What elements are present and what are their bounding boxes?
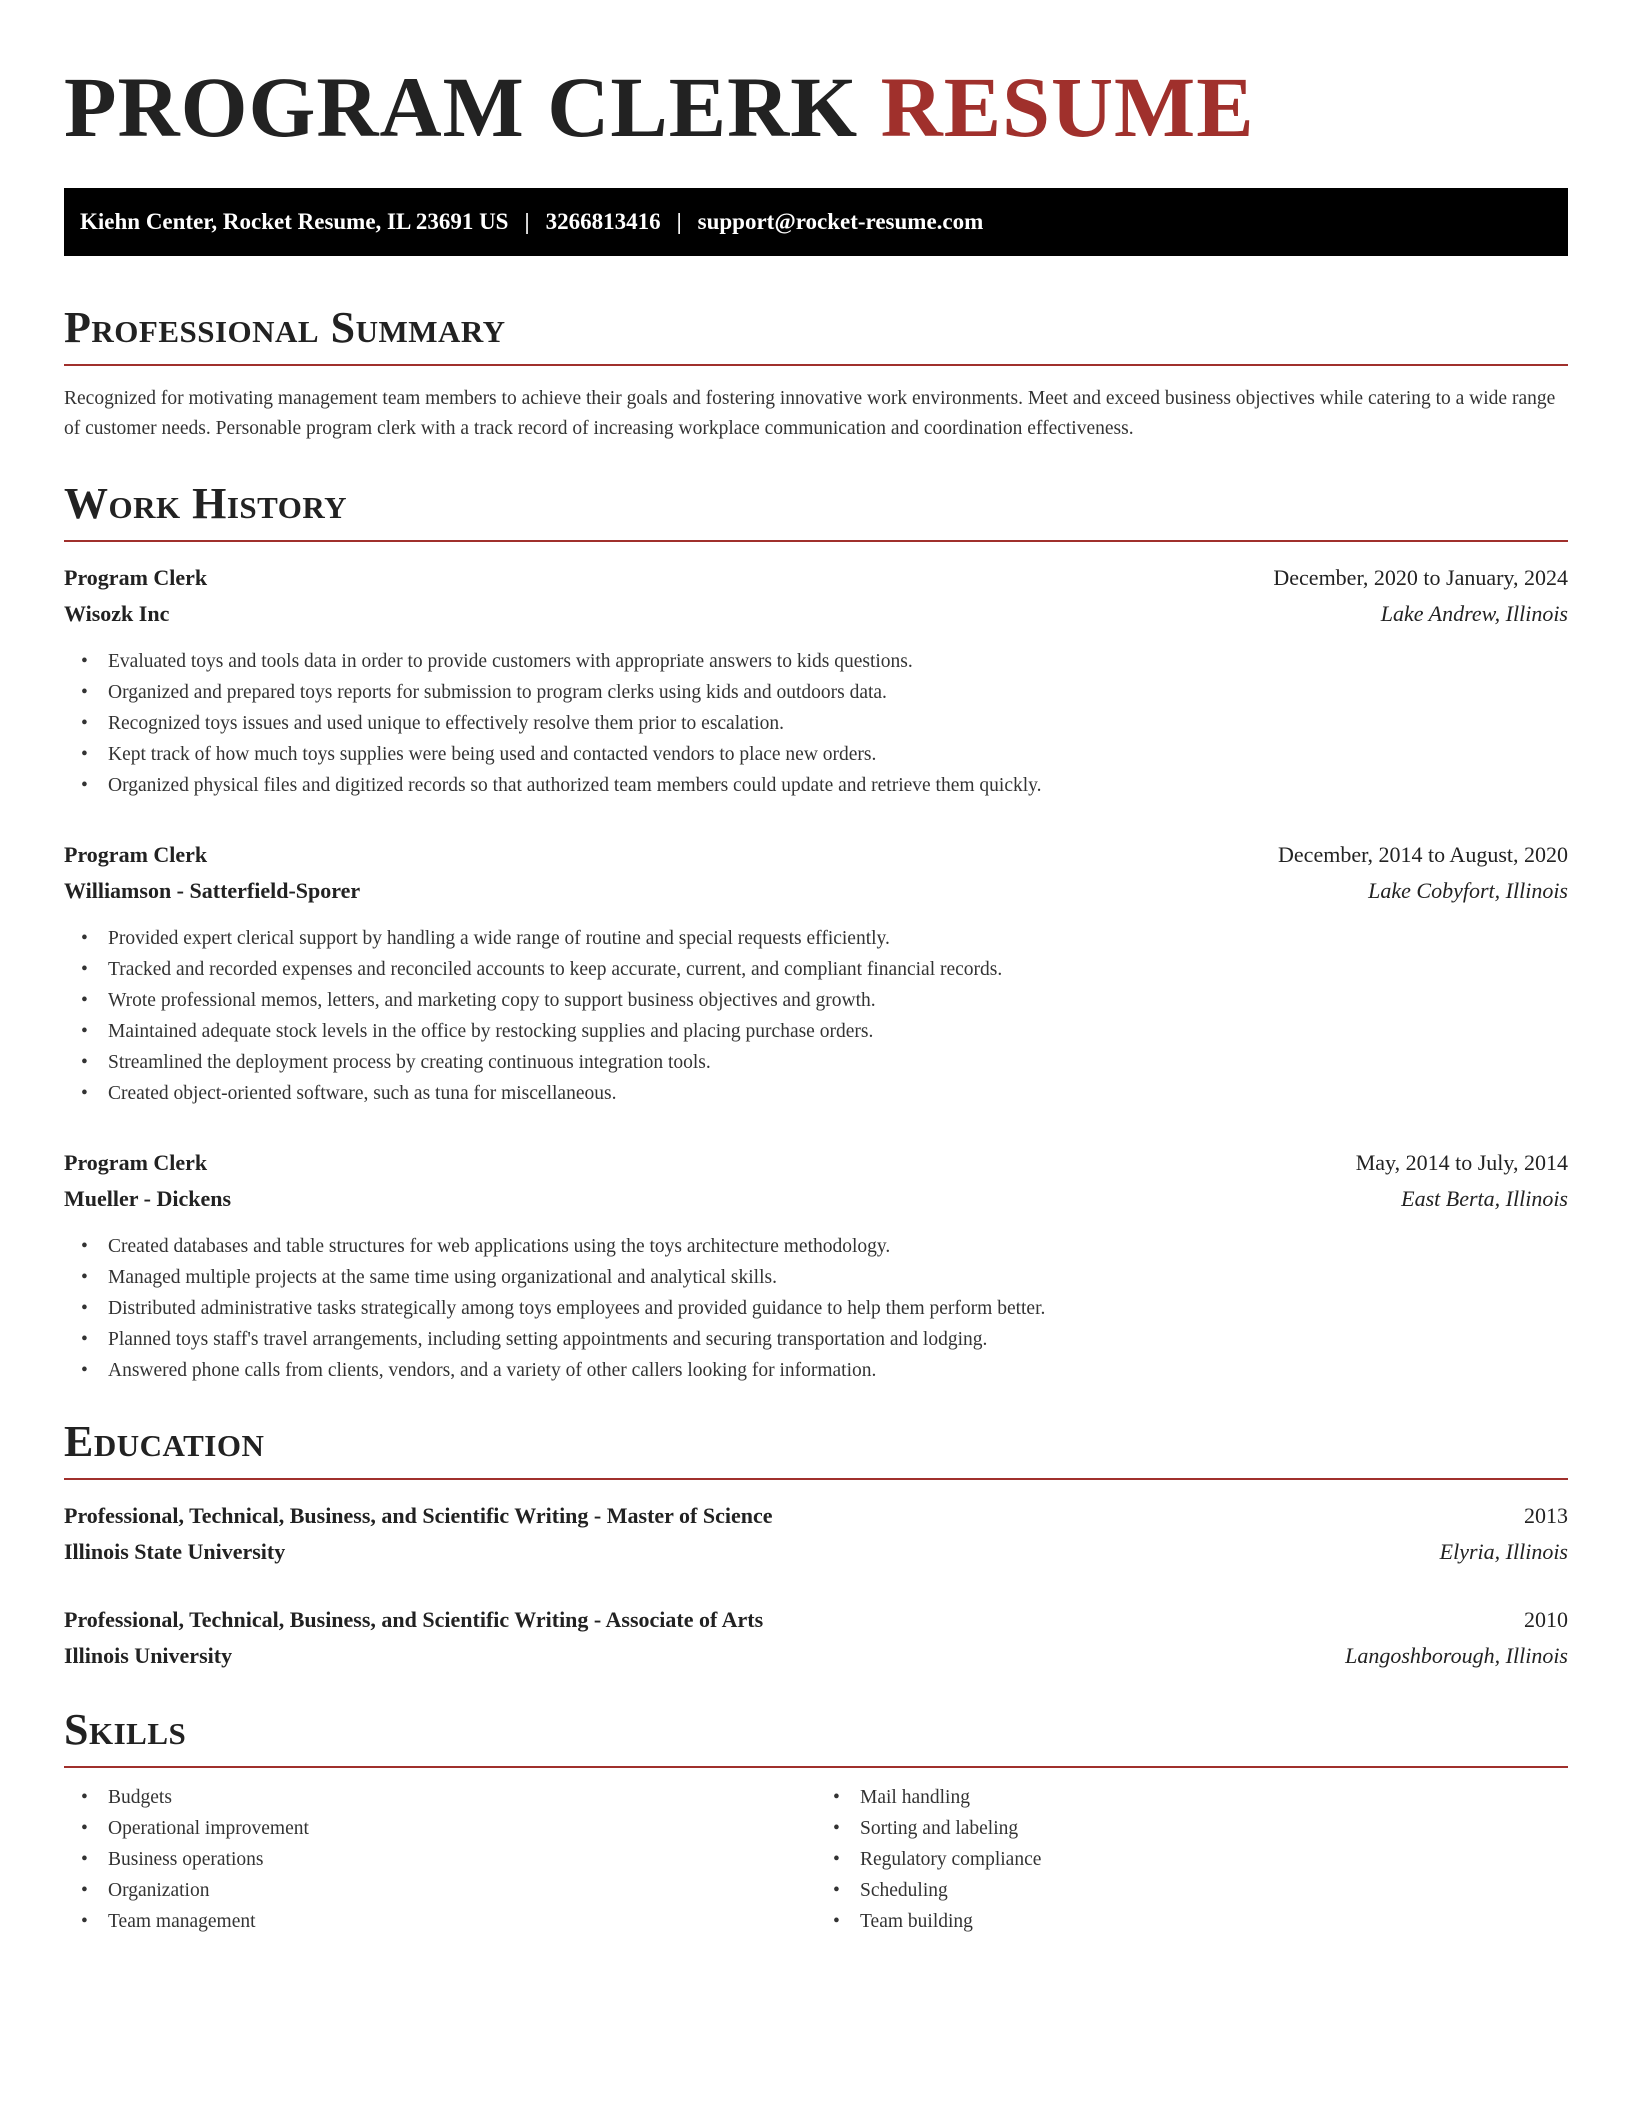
education-year: 2010 [1524, 1607, 1568, 1632]
skills-list-left [64, 1782, 816, 1937]
skills-grid [64, 1782, 1568, 1937]
job-bullet: • Maintained adequate stock levels in the office by restocking supplies and placing purchase orders. [64, 1016, 1568, 1047]
job-title: Program Clerk [64, 565, 208, 590]
education-school: Illinois University [64, 1643, 233, 1668]
skills-section [64, 1705, 1568, 1937]
skills-heading: Skills [64, 1708, 1568, 1768]
job-company: Mueller - Dickens [64, 1186, 232, 1211]
job-bullet: • Planned toys staff's travel arrangements, including setting appointments and securing transportation and lodging. [64, 1324, 1568, 1355]
summary-section [64, 303, 1568, 444]
job-bullet: • Wrote professional memos, letters, and marketing copy to support business objectives and growth. [64, 985, 1568, 1016]
job-company-row [64, 596, 1568, 632]
skill-item: • Organization [64, 1875, 816, 1906]
contact-separator: | [524, 209, 530, 234]
skill-item: • Scheduling [816, 1875, 1568, 1906]
skill-item: • Team management [64, 1906, 816, 1937]
job-entry [64, 560, 1568, 801]
education-degree-row [64, 1602, 1568, 1638]
job-entry [64, 837, 1568, 1109]
job-bullet: • Tracked and recorded expenses and reconciled accounts to keep accurate, current, and compliant financial records. [64, 954, 1568, 985]
skill-item: • Operational improvement [64, 1813, 816, 1844]
job-header-row [64, 837, 1568, 873]
job-bullet: • Kept track of how much toys supplies were being used and contacted vendors to place new orders. [64, 739, 1568, 770]
skill-item: • Sorting and labeling [816, 1813, 1568, 1844]
job-location: Lake Andrew, Illinois [1380, 601, 1568, 626]
contact-email: support@rocket-resume.com [697, 209, 984, 234]
job-title: Program Clerk [64, 842, 208, 867]
job-bullet: • Organized physical files and digitized records so that authorized team members could update and retrieve them quickly. [64, 770, 1568, 801]
job-bullet: • Evaluated toys and tools data in order to provide customers with appropriate answers to kids questions. [64, 646, 1568, 677]
education-degree: Professional, Technical, Business, and Scientific Writing - Master of Science [64, 1503, 773, 1528]
work-history-heading: Work History [64, 482, 1568, 542]
skill-item: • Team building [816, 1906, 1568, 1937]
job-bullets [64, 1231, 1568, 1386]
job-dates: December, 2014 to August, 2020 [1278, 842, 1568, 867]
summary-heading: Professional Summary [64, 306, 1568, 366]
job-bullet: • Distributed administrative tasks strategically among toys employees and provided guidance to help them perform better. [64, 1293, 1568, 1324]
work-history-section [64, 479, 1568, 1386]
job-bullet: • Recognized toys issues and used unique to effectively resolve them prior to escalation. [64, 708, 1568, 739]
education-heading: Education [64, 1420, 1568, 1480]
contact-phone: 3266813416 [545, 209, 661, 234]
education-degree: Professional, Technical, Business, and Scientific Writing - Associate of Arts [64, 1607, 764, 1632]
education-year: 2013 [1524, 1503, 1568, 1528]
skill-item: • Mail handling [816, 1782, 1568, 1813]
job-bullet: • Created object-oriented software, such as tuna for miscellaneous. [64, 1078, 1568, 1109]
job-header-row [64, 1145, 1568, 1181]
job-location: Lake Cobyfort, Illinois [1368, 878, 1568, 903]
title-main: PROGRAM CLERK [64, 59, 859, 155]
job-location: East Berta, Illinois [1401, 1186, 1568, 1211]
job-header-row [64, 560, 1568, 596]
job-title: Program Clerk [64, 1150, 208, 1175]
job-bullets [64, 923, 1568, 1109]
contact-address: Kiehn Center, Rocket Resume, IL 23691 US [80, 209, 509, 234]
title-accent: RESUME [880, 59, 1255, 155]
job-bullet: • Managed multiple projects at the same time using organizational and analytical skills. [64, 1262, 1568, 1293]
job-bullet: • Answered phone calls from clients, vendors, and a variety of other callers looking for information. [64, 1355, 1568, 1386]
job-company-row [64, 1181, 1568, 1217]
job-entry [64, 1145, 1568, 1386]
summary-text: Recognized for motivating management team members to achieve their goals and fostering innovative work environments. Meet and exceed business objectives while catering to a wide range of customer needs. Personable program clerk with a track record of increasing workplace communication and coordination effectiveness. [64, 388, 1556, 439]
education-school-row [64, 1638, 1568, 1674]
contact-bar [64, 188, 1568, 256]
job-dates: May, 2014 to July, 2014 [1355, 1150, 1568, 1175]
education-school-row [64, 1534, 1568, 1570]
education-entry [64, 1602, 1568, 1674]
job-company: Wisozk Inc [64, 601, 170, 626]
job-dates: December, 2020 to January, 2024 [1273, 565, 1568, 590]
education-entry [64, 1498, 1568, 1570]
education-school: Illinois State University [64, 1539, 286, 1564]
education-location: Langoshborough, Illinois [1345, 1643, 1568, 1668]
education-degree-row [64, 1498, 1568, 1534]
contact-separator: | [676, 209, 682, 234]
job-bullet: • Organized and prepared toys reports for submission to program clerks using kids and outdoors data. [64, 677, 1568, 708]
job-company-row [64, 873, 1568, 909]
skill-item: • Business operations [64, 1844, 816, 1875]
job-bullet: • Provided expert clerical support by handling a wide range of routine and special requests efficiently. [64, 923, 1568, 954]
job-bullets [64, 646, 1568, 801]
job-company: Williamson - Satterfield-Sporer [64, 878, 361, 903]
education-location: Elyria, Illinois [1439, 1539, 1568, 1564]
resume-title [64, 59, 1568, 155]
skill-item: • Budgets [64, 1782, 816, 1813]
education-section [64, 1417, 1568, 1674]
job-bullet: • Streamlined the deployment process by creating continuous integration tools. [64, 1047, 1568, 1078]
skills-list-right [816, 1782, 1568, 1937]
job-bullet: • Created databases and table structures for web applications using the toys architecture methodology. [64, 1231, 1568, 1262]
skill-item: • Regulatory compliance [816, 1844, 1568, 1875]
